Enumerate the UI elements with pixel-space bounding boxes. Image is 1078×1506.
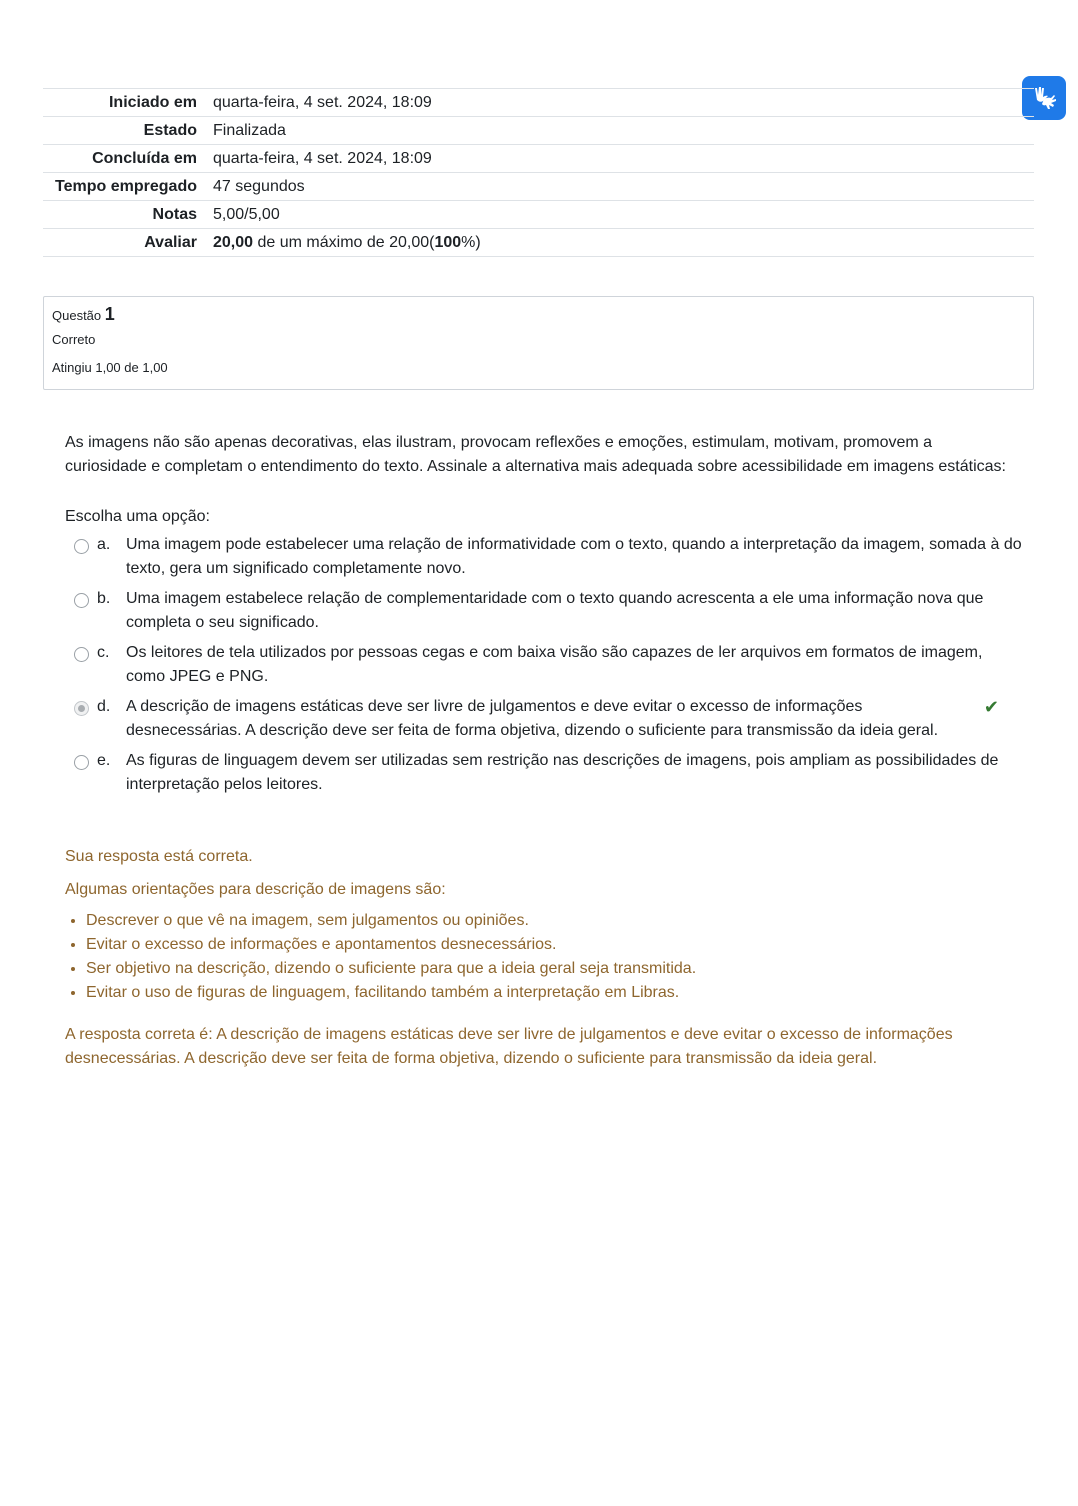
option-letter: c. [97,644,110,661]
answer-option-a[interactable] [65,533,1025,581]
feedback-intro: Algumas orientações para descrição de imagens são: [65,881,446,898]
summary-value: 5,00/5,00 [205,201,1034,229]
summary-label: Concluída em [43,145,205,173]
grade-score: 20,00 [213,234,254,251]
summary-row [43,117,1034,145]
list-item: • Ser objetivo na descrição, dizendo o suficiente para que a ideia geral seja transmitida. [86,957,1015,981]
option-letter: a. [97,536,111,553]
option-text: Os leitores de tela utilizados por pessoas cegas e com baixa visão são capazes de ler arquivos em formatos de imagem, como JPEG e PNG. [126,644,983,685]
summary-label: Notas [43,201,205,229]
option-text: As figuras de linguagem devem ser utilizadas sem restrição nas descrições de imagens, pois ampliam as possibilidades de interpretação pelos leitores. [126,752,999,793]
attempt-summary-table [43,88,1034,257]
option-letter: b. [97,590,111,607]
summary-label: Tempo empregado [43,173,205,201]
option-text: A descrição de imagens estáticas deve ser livre de julgamentos e deve evitar o excesso de informações desnecessárias. A descrição deve ser feita de forma objetiva, dizendo o suficiente para transmissão da ideia geral. [126,698,939,739]
radio-button[interactable] [74,593,89,608]
summary-label: Iniciado em [43,89,205,117]
check-icon: ✔ [983,697,999,717]
question-prefix: Questão [52,308,102,323]
summary-grade-value [205,229,1034,257]
answer-prompt: Escolha uma opção: [65,508,210,525]
radio-button[interactable] [74,647,89,662]
question-text: As imagens não são apenas decorativas, elas ilustram, provocam reflexões e emoções, estimulam, motivam, promovem a curiosidade e completam o entendimento do texto. Assinale a alternativa mais adequada sobre acessibilidade em imagens estáticas: [65,434,1006,475]
list-item: • Evitar o uso de figuras de linguagem, facilitando também a interpretação em Libras. [86,981,1015,1005]
list-item: • Descrever o que vê na imagem, sem julgamentos ou opiniões. [86,909,1015,933]
feedback-list [65,909,1015,1005]
option-text: Uma imagem pode estabelecer uma relação de informatividade com o texto, quando a interpretação da imagem, somada à do texto, gera um significado completamente novo. [126,536,1022,577]
summary-row [43,201,1034,229]
radio-button-selected[interactable] [74,701,89,716]
answer-option-e[interactable] [65,749,1025,797]
grade-suffix: %) [461,234,481,251]
question-number [52,302,1025,326]
summary-row [43,89,1034,117]
option-letter: e. [97,752,111,769]
feedback-block [65,845,1015,1071]
summary-value: quarta-feira, 4 set. 2024, 18:09 [205,145,1034,173]
radio-button[interactable] [74,539,89,554]
summary-label: Avaliar [43,229,205,257]
general-feedback: Sua resposta está correta. [65,848,253,865]
list-item: • Evitar o excesso de informações e apontamentos desnecessários. [86,933,1015,957]
radio-button[interactable] [74,755,89,770]
hand-sign-language-icon [1030,84,1058,112]
right-answer: A resposta correta é: A descrição de imagens estáticas deve ser livre de julgamentos e deve evitar o excesso de informações desnecessárias. A descrição deve ser feita de forma objetiva, dizendo o suficiente para transmissão da ideia geral. [65,1026,953,1067]
answer-option-d[interactable] [65,695,1025,743]
summary-row-grade [43,229,1034,257]
summary-row [43,173,1034,201]
summary-row [43,145,1034,173]
question-mark: Atingiu 1,00 de 1,00 [52,360,168,375]
question-number-value: 1 [104,304,115,324]
answer-options [65,533,1025,803]
option-letter: d. [97,698,111,715]
option-text: Uma imagem estabelece relação de complementaridade com o texto quando acrescenta a ele uma informação nova que completa o seu significado. [126,590,984,631]
answer-option-c[interactable] [65,641,1025,689]
summary-label: Estado [43,117,205,145]
question-state: Correto [52,332,96,347]
summary-value: Finalizada [205,117,1034,145]
summary-value: quarta-feira, 4 set. 2024, 18:09 [205,89,1034,117]
answer-option-b[interactable] [65,587,1025,635]
summary-value: 47 segundos [205,173,1034,201]
grade-percent: 100 [434,234,462,251]
grade-middle: de um máximo de 20,00( [253,234,435,251]
question-info-box [43,296,1034,390]
